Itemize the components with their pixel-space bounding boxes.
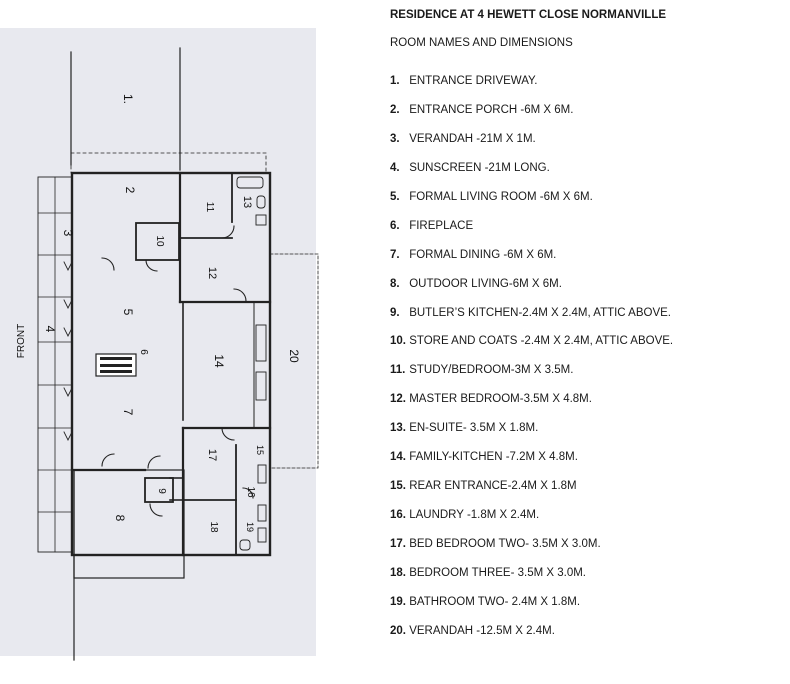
room-number: 5. <box>390 190 400 203</box>
room-list-item <box>390 103 785 132</box>
room-list-item <box>390 190 785 219</box>
room-list <box>390 74 785 653</box>
porch-dashed-outline <box>71 153 266 173</box>
room-number: 20. <box>390 624 406 637</box>
room-label-11: 11 <box>204 201 215 213</box>
room-label-15: 15 <box>255 444 265 456</box>
outdoor-living-outline <box>74 470 184 578</box>
room-legend <box>390 8 785 653</box>
legend-title: RESIDENCE AT 4 HEWETT CLOSE NORMANVILLE <box>390 9 667 21</box>
room-label-9: 9 <box>156 488 167 494</box>
fireplace-bars <box>100 357 132 373</box>
room-description: REAR ENTRANCE-2.4M X 1.8M <box>409 480 577 493</box>
room-description: ENTRANCE DRIVEWAY. <box>409 75 538 87</box>
room-list-item <box>390 392 785 421</box>
room-description: ENTRANCE PORCH -6M X 6M. <box>409 103 574 116</box>
room-number: 8. <box>390 277 400 290</box>
room-number: 17. <box>390 538 406 550</box>
room-label-13: 13 <box>241 195 253 209</box>
room-number: 7. <box>390 248 400 261</box>
room-list-item <box>390 306 785 335</box>
room-label-18: 18 <box>208 521 219 533</box>
room-number: 19. <box>390 595 406 608</box>
legend-subtitle: ROOM NAMES AND DIMENSIONS <box>390 37 573 49</box>
room-description: EN-SUITE- 3.5M X 1.8M. <box>409 422 539 435</box>
room-number: 15. <box>390 480 406 493</box>
room-description: STORE AND COATS -2.4M X 2.4M, ATTIC ABOVE. <box>409 335 674 348</box>
room-label-2: 2 <box>123 186 137 194</box>
room-description: SUNSCREEN -21M LONG. <box>409 161 550 174</box>
room-label-8: 8 <box>113 514 127 522</box>
room-list-item <box>390 508 785 537</box>
room-label-7: 7 <box>121 408 135 416</box>
room-label-14: 14 <box>212 354 226 368</box>
room-label-12: 12 <box>206 266 218 280</box>
room-number: 11. <box>390 364 406 377</box>
room-list-item <box>390 74 785 103</box>
floor-plan <box>0 0 330 684</box>
room-list-item <box>390 132 785 161</box>
room-list-item <box>390 161 785 190</box>
room-number: 14. <box>390 451 406 464</box>
room-list-item <box>390 248 785 277</box>
room-number: 3. <box>390 132 400 145</box>
room-label-1: 1. <box>121 93 135 105</box>
room-list-item <box>390 334 785 363</box>
room-list-item <box>390 624 785 653</box>
room-number: 4. <box>390 161 400 174</box>
room-number: 12. <box>390 393 406 406</box>
room-label-3: 3 <box>61 229 75 237</box>
room-label-10: 10 <box>154 235 165 247</box>
room-label-5: 5 <box>121 308 135 316</box>
room-description: FORMAL LIVING ROOM -6M X 6M. <box>409 190 593 203</box>
room-number: 18. <box>390 566 406 579</box>
room-list-item <box>390 450 785 479</box>
room-list-item <box>390 421 785 450</box>
room-number: 13. <box>390 422 406 435</box>
room-list-item <box>390 363 785 392</box>
room-label-16: 16 <box>245 486 256 498</box>
room-list-item <box>390 479 785 508</box>
room-label-19: 19 <box>245 521 255 533</box>
room-description: FAMILY-KITCHEN -7.2M X 4.8M. <box>409 451 578 464</box>
room-description: FORMAL DINING -6M X 6M. <box>409 248 557 261</box>
room-label-20: 20 <box>287 349 301 363</box>
room-description: BATHROOM TWO- 2.4M X 1.8M. <box>409 595 581 608</box>
room-label-4: 4 <box>43 325 57 333</box>
room-list-item <box>390 277 785 306</box>
room-description: MASTER BEDROOM-3.5M X 4.8M. <box>409 393 592 406</box>
room-description: STUDY/BEDROOM-3M X 3.5M. <box>409 364 574 377</box>
room-description: FIREPLACE <box>409 219 474 232</box>
room-description: VERANDAH -12.5M X 2.4M. <box>409 624 555 637</box>
room-description: BUTLER’S KITCHEN-2.4M X 2.4M, ATTIC ABOVE. <box>409 306 671 319</box>
front-label: FRONT <box>16 323 27 359</box>
room-number: 2. <box>390 103 400 116</box>
room-description: OUTDOOR LIVING-6M X 6M. <box>409 277 562 290</box>
room-description: BEDROOM THREE- 3.5M X 3.0M. <box>409 566 586 579</box>
room-number: 6. <box>390 219 400 232</box>
room-number: 16. <box>390 509 406 522</box>
room-number: 1. <box>390 75 400 87</box>
room-description: VERANDAH -21M X 1M. <box>409 132 536 145</box>
room-number: 9. <box>390 306 400 319</box>
room-description: BED BEDROOM TWO- 3.5M X 3.0M. <box>409 538 601 550</box>
room-list-item <box>390 566 785 595</box>
room-list-item <box>390 537 785 566</box>
room-number: 10. <box>390 335 406 348</box>
room-list-item <box>390 595 785 624</box>
room-list-item <box>390 219 785 248</box>
room-label-6: 6 <box>138 349 149 355</box>
room-label-17: 17 <box>206 448 218 462</box>
room-description: LAUNDRY -1.8M X 2.4M. <box>409 509 540 522</box>
